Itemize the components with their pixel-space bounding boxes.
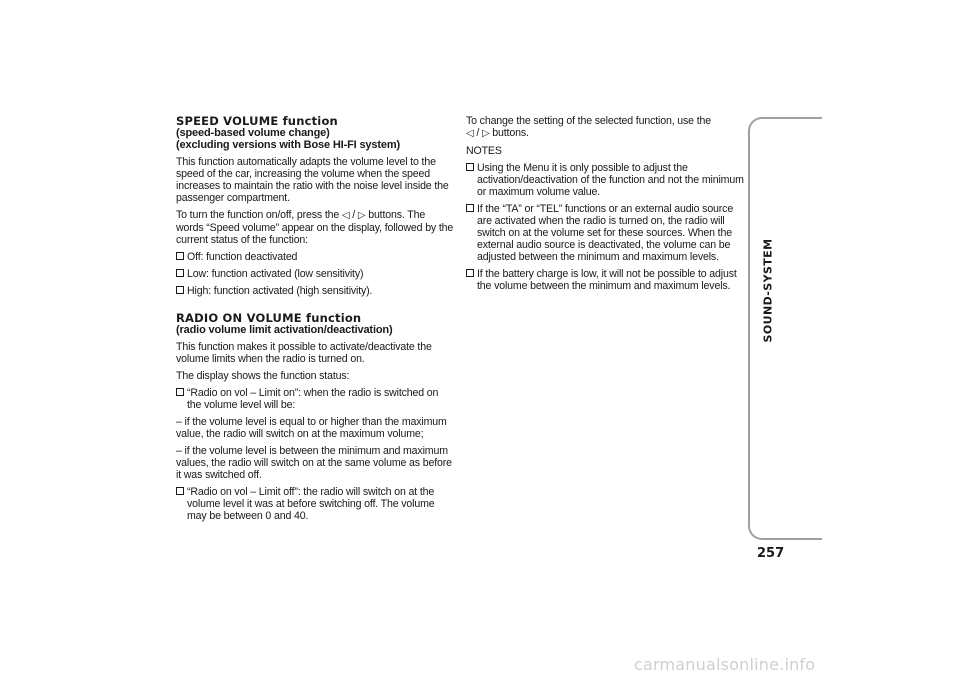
watermark: carmanualsonline.info <box>634 655 816 674</box>
right-column <box>466 115 744 297</box>
dash-item: – if the volume level is between the minimum and maximum values, the radio will switch on at the same volume as before it was switched off. <box>176 445 452 481</box>
list-item <box>466 162 744 198</box>
section-subtitle: (excluding versions with Bose HI-FI system) <box>176 139 400 151</box>
speed-volume-section <box>176 115 454 297</box>
paragraph-text: To turn the function on/off, press the <box>176 209 340 221</box>
triangle-left-icon: ◁ <box>466 128 474 139</box>
section-subtitle: (radio volume limit activation/deactivation) <box>176 324 393 336</box>
checkbox-bullet-icon <box>176 252 184 260</box>
checkbox-bullet-icon <box>176 487 184 495</box>
section-tab-label <box>760 210 776 370</box>
list-item <box>466 268 744 292</box>
checkbox-bullet-icon <box>176 269 184 277</box>
paragraph-text: buttons. The words “Speed volume” appear on the display, followed by the current status of the function: <box>176 209 454 246</box>
paragraph: This function automatically adapts the volume level to the speed of the car, increasing the volume when the speed increases to maintain the ratio with the noise level inside the passenger compartment. <box>176 156 449 204</box>
separator: / <box>352 209 356 221</box>
list-item-text: Low: function activated (low sensitivity) <box>187 268 364 280</box>
checkbox-bullet-icon <box>176 286 184 294</box>
triangle-right-icon: ▷ <box>481 128 490 139</box>
notes-heading: NOTES <box>466 145 502 157</box>
list-item <box>176 268 454 280</box>
checkbox-bullet-icon <box>466 269 474 277</box>
list-item <box>176 285 454 297</box>
list-item <box>176 486 454 522</box>
section-title: RADIO ON VOLUME function <box>176 311 362 325</box>
paragraph <box>176 209 454 246</box>
list-item-text: “Radio on vol – Limit on”: when the radio is switched on the volume level will be: <box>187 387 439 411</box>
triangle-right-icon: ▷ <box>357 210 366 221</box>
list-item-text: High: function activated (high sensitivity). <box>187 285 373 297</box>
list-item <box>176 251 454 263</box>
triangle-left-icon: ◁ <box>341 210 350 221</box>
paragraph-text: To change the setting of the selected function, use the <box>466 115 711 127</box>
paragraph-text: buttons. <box>492 127 529 139</box>
list-item-text: If the battery charge is low, it will not be possible to adjust the volume between the minimum and maximum levels. <box>477 268 737 292</box>
list-item <box>176 387 454 411</box>
section-title: SPEED VOLUME function <box>176 114 338 128</box>
checkbox-bullet-icon <box>466 163 474 171</box>
paragraph <box>466 115 744 140</box>
checkbox-bullet-icon <box>466 204 474 212</box>
list-item-text: Off: function deactivated <box>187 251 298 263</box>
radio-on-volume-section <box>176 312 454 522</box>
list-item-text: Using the Menu it is only possible to adjust the activation/deactivation of the function and not the minimum or maximum volume value. <box>477 162 744 198</box>
list-item-text: “Radio on vol – Limit off”: the radio will switch on at the volume level it was at before switching off. The volume may be between 0 and 40. <box>187 486 435 522</box>
page-number: 257 <box>757 546 785 561</box>
section-tab-text: SOUND-SYSTEM <box>761 238 775 342</box>
section-subtitle: (speed-based volume change) <box>176 127 330 139</box>
list-item-text: If the “TA” or “TEL” functions or an external audio source are activated when the radio is turned on, the radio will switch on at the volume set for these sources. When the external audio source is deactivated, the volume can be adjusted between the minimum and maximum levels. <box>477 203 734 263</box>
dash-item: – if the volume level is equal to or higher than the maximum value, the radio will switch on at the maximum volume; <box>176 416 447 440</box>
left-column <box>176 115 454 527</box>
list-item <box>466 203 744 263</box>
checkbox-bullet-icon <box>176 388 184 396</box>
paragraph: This function makes it possible to activate/deactivate the volume limits when the radio is turned on. <box>176 341 432 365</box>
paragraph: The display shows the function status: <box>176 370 350 382</box>
separator: / <box>476 127 480 139</box>
